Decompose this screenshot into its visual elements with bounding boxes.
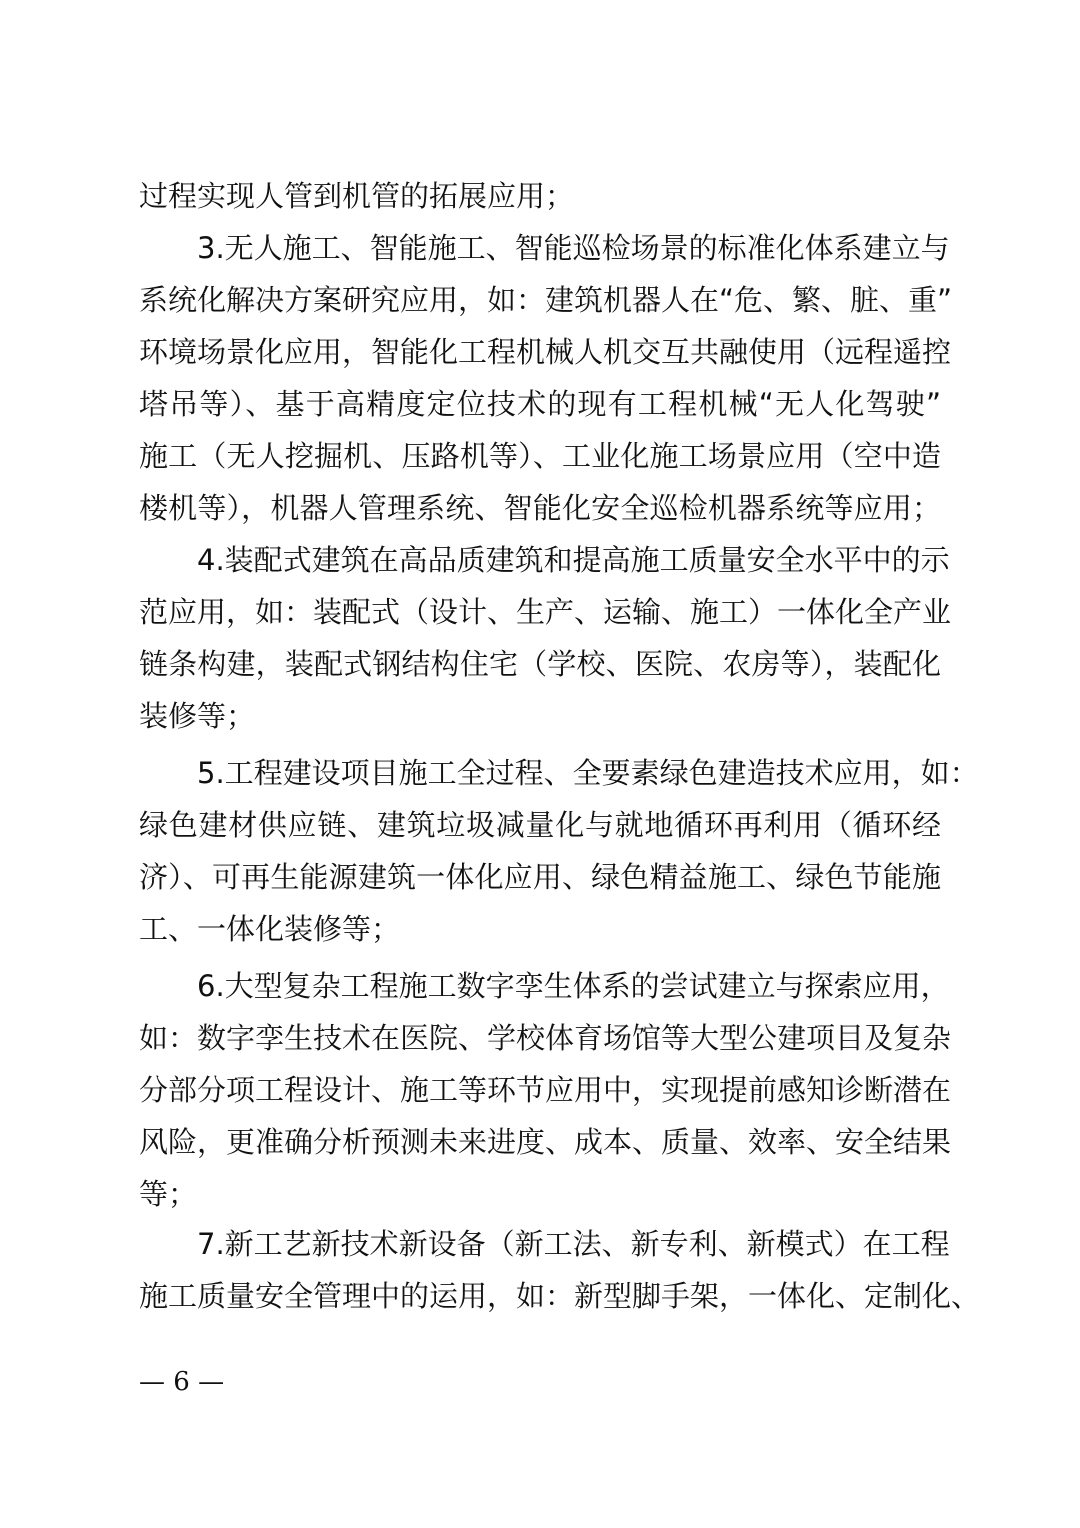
text-line: 5.工程建设项目施工全过程、全要素绿色建造技术应用，如： bbox=[197, 756, 979, 790]
text-line: 链条构建，装配式钢结构住宅（学校、医院、农房等），装配化 bbox=[139, 647, 941, 681]
text-line: 分部分项工程设计、施工等环节应用中，实现提前感知诊断潜在 bbox=[139, 1073, 952, 1107]
text-line: 风险，更准确分析预测未来进度、成本、质量、效率、安全结果 bbox=[139, 1125, 952, 1159]
text-line: 施工质量安全管理中的运用，如：新型脚手架，一体化、定制化、 bbox=[139, 1279, 981, 1313]
text-line: 环境场景化应用，智能化工程机械人机交互共融使用（远程遥控 bbox=[139, 335, 952, 369]
text-line: 楼机等），机器人管理系统、智能化安全巡检机器系统等应用； bbox=[139, 491, 941, 525]
text-line: 济）、可再生能源建筑一体化应用、绿色精益施工、绿色节能施 bbox=[139, 860, 941, 894]
text-line: 等； bbox=[139, 1177, 198, 1211]
text-line: 过程实现人管到机管的拓展应用； bbox=[139, 179, 575, 213]
text-line: 3.无人施工、智能施工、智能巡检场景的标准化体系建立与 bbox=[197, 231, 950, 265]
page-number: — 6 — bbox=[139, 1367, 225, 1397]
text-line: 塔吊等）、基于高精度定位技术的现有工程机械“无人化驾驶” bbox=[139, 387, 941, 421]
text-line: 4.装配式建筑在高品质建筑和提高施工质量安全水平中的示 bbox=[197, 543, 950, 577]
text-line: 6.大型复杂工程施工数字孪生体系的尝试建立与探索应用， bbox=[197, 969, 950, 1003]
text-line: 工、一体化装修等； bbox=[139, 912, 401, 946]
text-line: 施工（无人挖掘机、压路机等）、工业化施工场景应用（空中造 bbox=[139, 439, 941, 473]
text-line: 范应用，如：装配式（设计、生产、运输、施工）一体化全产业 bbox=[139, 595, 952, 629]
text-line: 如：数字孪生技术在医院、学校体育场馆等大型公建项目及复杂 bbox=[139, 1021, 952, 1055]
text-line: 7.新工艺新技术新设备（新工法、新专利、新模式）在工程 bbox=[197, 1227, 950, 1261]
text-line: 系统化解决方案研究应用，如：建筑机器人在“危、繁、脏、重” bbox=[139, 283, 953, 317]
text-line: 绿色建材供应链、建筑垃圾减量化与就地循环再利用（循环经 bbox=[139, 808, 941, 842]
text-line: 装修等； bbox=[139, 699, 256, 733]
